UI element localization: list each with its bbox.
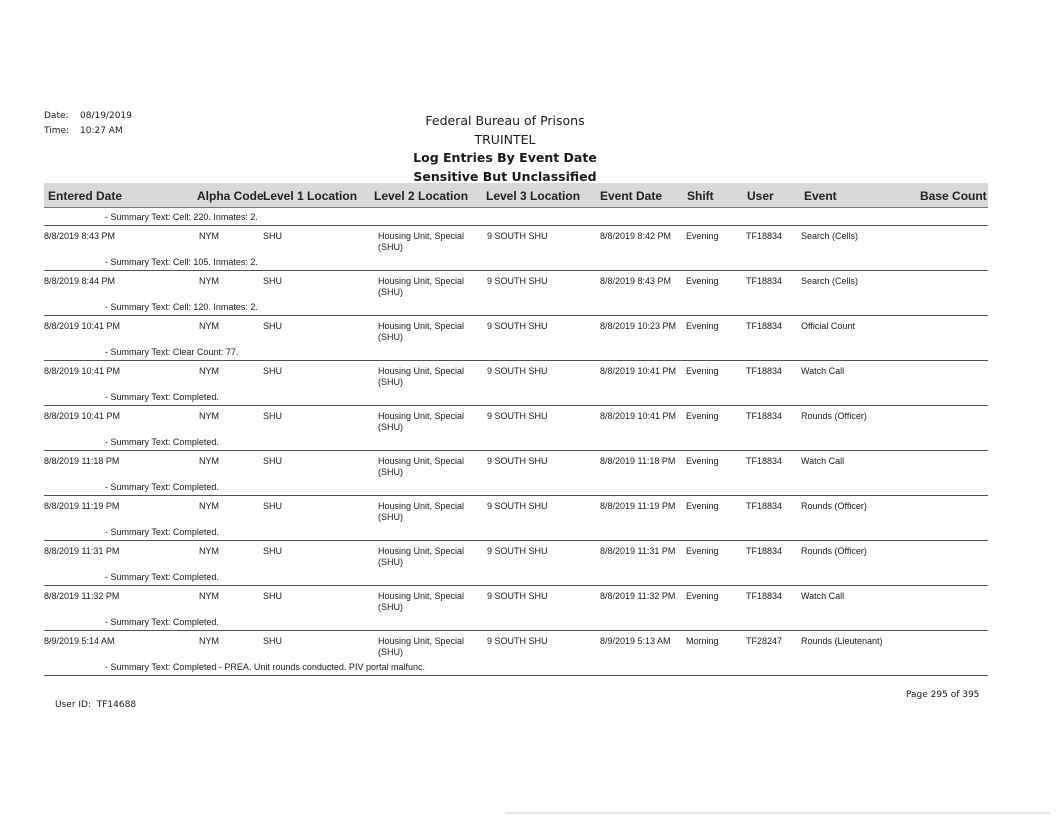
table-row [44,541,988,570]
cell-level2-location: Housing Unit, Special (SHU) [378,321,465,342]
cell-level3-location: 9 SOUTH SHU [487,636,548,646]
summary-text: - Summary Text: Cell: 105. Inmates: 2. [44,255,988,271]
classification-label: Sensitive But Unclassified [413,168,597,184]
cell-shift: Morning [686,636,719,646]
cell-alpha-code: NYM [199,321,219,331]
cell-event-date: 8/8/2019 11:32 PM [600,591,676,601]
cell-entered-date: 8/8/2019 10:41 PM [44,366,121,376]
cell-level1-location: SHU [263,636,283,646]
cell-entered-date: 8/8/2019 10:41 PM [44,321,121,331]
cell-user: TF18834 [746,231,783,241]
cell-event-date: 8/8/2019 11:31 PM [600,546,676,556]
cell-level1-location: SHU [263,546,283,556]
cell-level1-location: SHU [263,411,283,421]
cell-alpha-code: NYM [199,366,219,376]
cell-shift: Evening [686,276,719,286]
col-alpha-code: Alpha Code [197,189,264,203]
summary-text: - Summary Text: Completed. [44,390,988,406]
cell-level3-location: 9 SOUTH SHU [487,366,548,376]
cell-alpha-code: NYM [199,636,219,646]
cell-event: Rounds (Lieutenant) [801,636,883,646]
cell-level1-location: SHU [263,321,283,331]
page-number: Page 295 of 395 [906,690,980,700]
cell-level3-location: 9 SOUTH SHU [487,456,548,466]
log-entries-table [44,210,988,676]
cell-level3-location: 9 SOUTH SHU [487,321,548,331]
cell-alpha-code: NYM [199,591,219,601]
cell-user: TF18834 [746,366,783,376]
cell-user: TF28247 [746,636,783,646]
table-body [44,226,988,676]
time-label: Time: [44,126,70,136]
cell-entered-date: 8/8/2019 8:43 PM [44,231,116,241]
cell-event: Search (Cells) [801,276,859,286]
user-id-label: User ID: [55,700,91,710]
cell-level1-location: SHU [263,456,283,466]
cell-level3-location: 9 SOUTH SHU [487,501,548,511]
summary-text: - Summary Text: Cell: 120. Inmates: 2. [44,300,988,316]
column-header-row [44,183,988,208]
cell-level3-location: 9 SOUTH SHU [487,546,548,556]
cell-level1-location: SHU [263,366,283,376]
cell-event: Rounds (Officer) [801,501,867,511]
cell-user: TF18834 [746,591,783,601]
summary-text: - Summary Text: Completed. [44,570,988,586]
cell-event: Watch Call [801,591,845,601]
cell-user: TF18834 [746,546,783,556]
cell-level3-location: 9 SOUTH SHU [487,231,548,241]
cell-user: TF18834 [746,456,783,466]
cell-level1-location: SHU [263,276,283,286]
cell-shift: Evening [686,411,719,421]
col-user: User [747,189,774,203]
date-value: 08/19/2019 [80,111,132,121]
cell-entered-date: 8/8/2019 10:41 PM [44,411,121,421]
cell-shift: Evening [686,501,719,511]
col-entered-date: Entered Date [48,189,123,203]
footer-user-id [55,700,136,710]
cell-event-date: 8/8/2019 10:41 PM [600,411,677,421]
cell-event: Official Count [801,321,855,331]
summary-text: - Summary Text: Completed. [44,480,988,496]
report-date [44,111,132,121]
cell-alpha-code: NYM [199,546,219,556]
cell-event-date: 8/8/2019 8:43 PM [600,276,672,286]
table-row [44,406,988,435]
cell-shift: Evening [686,366,719,376]
report-title-block [380,112,630,186]
col-event: Event [804,189,837,203]
cell-alpha-code: NYM [199,501,219,511]
cell-user: TF18834 [746,321,783,331]
summary-text: - Summary Text: Clear Count: 77. [44,345,988,361]
date-label: Date: [44,111,69,121]
cell-event: Watch Call [801,456,845,466]
cell-level2-location: Housing Unit, Special (SHU) [378,411,465,432]
cell-level3-location: 9 SOUTH SHU [487,411,548,421]
cell-level2-location: Housing Unit, Special (SHU) [378,456,465,477]
cell-level3-location: 9 SOUTH SHU [487,276,548,286]
cell-event-date: 8/9/2019 5:13 AM [600,636,671,646]
summary-text: - Summary Text: Completed. [44,525,988,541]
cell-level2-location: Housing Unit, Special (SHU) [378,501,465,522]
summary-text: - Summary Text: Completed - PREA. Unit rounds conducted. PIV portal malfunc. [44,660,988,676]
summary-text: - Summary Text: Cell: 220. Inmates: 2. [44,210,988,226]
cell-alpha-code: NYM [199,276,219,286]
cell-level2-location: Housing Unit, Special (SHU) [378,366,465,387]
cell-level2-location: Housing Unit, Special (SHU) [378,636,465,657]
summary-text: - Summary Text: Completed. [44,615,988,631]
cell-alpha-code: NYM [199,231,219,241]
cell-user: TF18834 [746,501,783,511]
cell-event: Rounds (Officer) [801,546,867,556]
cell-event-date: 8/8/2019 10:23 PM [600,321,677,331]
table-row [44,316,988,345]
cell-level1-location: SHU [263,231,283,241]
cell-shift: Evening [686,591,719,601]
report-time [44,126,123,136]
col-level3-location: Level 3 Location [486,189,581,203]
cell-shift: Evening [686,321,719,331]
cell-level3-location: 9 SOUTH SHU [487,591,548,601]
cell-entered-date: 8/8/2019 11:31 PM [44,546,120,556]
cell-alpha-code: NYM [199,411,219,421]
cell-level2-location: Housing Unit, Special (SHU) [378,276,465,297]
cell-level1-location: SHU [263,501,283,511]
table-row [44,586,988,615]
cell-entered-date: 8/8/2019 11:19 PM [44,501,120,511]
table-row [44,451,988,480]
cell-alpha-code: NYM [199,456,219,466]
cell-event: Watch Call [801,366,845,376]
agency-name: Federal Bureau of Prisons [425,113,585,128]
cell-entered-date: 8/8/2019 11:32 PM [44,591,120,601]
table-row [44,496,988,525]
system-name: TRUINTEL [474,131,536,147]
col-level1-location: Level 1 Location [263,189,358,203]
cell-shift: Evening [686,231,719,241]
cell-event-date: 8/8/2019 10:41 PM [600,366,677,376]
user-id-value: TF14688 [96,700,137,710]
cell-level2-location: Housing Unit, Special (SHU) [378,591,465,612]
table-row [44,361,988,390]
summary-text: - Summary Text: Completed. [44,435,988,451]
cell-user: TF18834 [746,276,783,286]
cell-event-date: 8/8/2019 8:42 PM [600,231,672,241]
report-title: Log Entries By Event Date [413,150,597,165]
table-row [44,271,988,300]
cell-entered-date: 8/8/2019 11:18 PM [44,456,120,466]
cell-level1-location: SHU [263,591,283,601]
scan-artifact-line [505,812,1050,814]
col-shift: Shift [687,189,714,203]
col-level2-location: Level 2 Location [374,189,469,203]
cell-shift: Evening [686,546,719,556]
cell-event: Search (Cells) [801,231,859,241]
cell-event-date: 8/8/2019 11:18 PM [600,456,676,466]
col-base-count: Base Count [920,189,987,203]
time-value: 10:27 AM [80,126,123,136]
cell-level2-location: Housing Unit, Special (SHU) [378,546,465,567]
cell-level2-location: Housing Unit, Special (SHU) [378,231,465,252]
cell-shift: Evening [686,456,719,466]
col-event-date: Event Date [600,189,663,203]
table-row [44,226,988,255]
cell-user: TF18834 [746,411,783,421]
cell-entered-date: 8/8/2019 8:44 PM [44,276,116,286]
table-row [44,631,988,660]
cell-entered-date: 8/9/2019 5:14 AM [44,636,115,646]
cell-event-date: 8/8/2019 11:19 PM [600,501,676,511]
cell-event: Rounds (Officer) [801,411,867,421]
